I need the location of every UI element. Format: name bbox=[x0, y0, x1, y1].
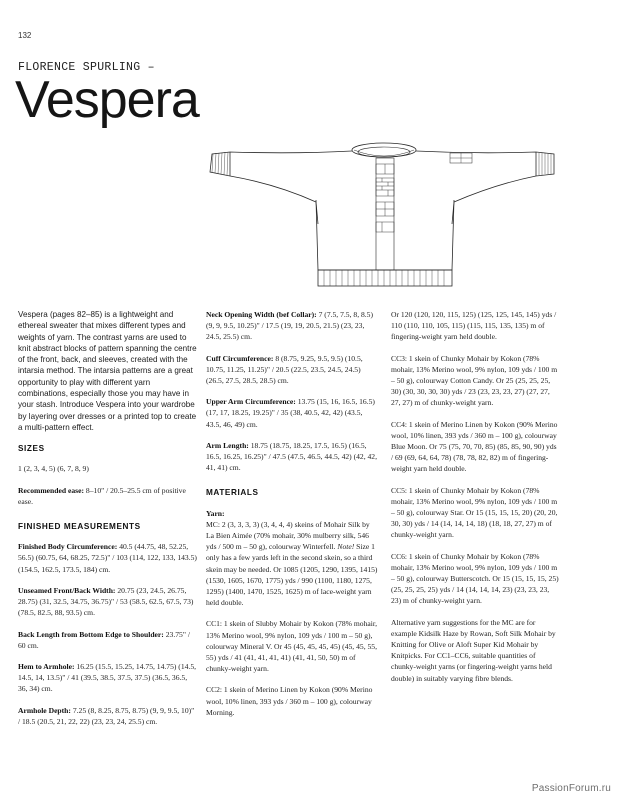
column-right bbox=[391, 309, 559, 694]
measurement-hem-to-armhole bbox=[18, 661, 198, 695]
finished-measurements-heading: FINISHED MEASUREMENTS bbox=[18, 522, 141, 532]
recommended-ease bbox=[18, 485, 198, 507]
yarn-mc-text: MC: 2 (3, 3, 3, 3) (3, 4, 4, 4) skeins of Mohair Silk by La Bien Aimée (70% mohair, 30% mulberry silk, 546 yds / 500 m – 50 g), colourway Winterfell. bbox=[206, 519, 370, 552]
sweater-schematic-illustration bbox=[206, 140, 558, 290]
yarn-cc2: CC2: 1 skein of Merino Linen by Kokon (90% Merino wool, 10% linen, 393 yds / 360 m – 100 g), colourway Morning. bbox=[206, 685, 373, 717]
measurement-value: 7.25 (8, 8.25, 8.75, 8.75) (9, 9, 9.5, 10)" / 18.5 (20.5, 21, 22, 22) (23, 23, 24, 25.5) cm. bbox=[18, 705, 195, 726]
designer-name: FLORENCE SPURLING – bbox=[18, 61, 155, 74]
measurement-value: 18.75 (18.75, 18.25, 17.5, 16.5) (16.5, 16.5, 16.25, 16.25)" / 47.5 (47.5, 46.5, 44.5, 42) (42, 42, 41, 41) cm. bbox=[206, 440, 377, 473]
measurement-value: 8 (8.75, 9.25, 9.5, 9.5) (10.5, 10.75, 11.25, 11.25)" / 20.5 (22.5, 23.5, 24.5, 24.5) (26.5, 27.5, 28.5, 28.5) cm. bbox=[206, 353, 363, 386]
measurement-value: 7 (7.5, 7.5, 8, 8.5) (9, 9, 9.5, 10.25)" / 17.5 (19, 19, 20.5, 21.5) (23, 23, 24.5, 25.5) cm. bbox=[206, 310, 374, 342]
measurement-neck-opening bbox=[206, 309, 378, 343]
measurement-upper-arm bbox=[206, 396, 378, 430]
measurement-label: Hem to Armhole: bbox=[18, 661, 75, 671]
sizes-list: 1 (2, 3, 4, 5) (6, 7, 8, 9) bbox=[18, 464, 89, 474]
ease-label: Recommended ease: bbox=[18, 485, 85, 495]
materials-heading: MATERIALS bbox=[206, 488, 259, 498]
note-label: Note! bbox=[337, 542, 355, 552]
column-middle bbox=[206, 309, 378, 728]
measurement-value: 16.25 (15.5, 15.25, 14.75, 14.75) (14.5, 14.5, 14, 13.5)" / 41 (39.5, 38.5, 37.5, 37.5) (36.5, 36.5, 36, 34) cm. bbox=[18, 661, 197, 694]
measurement-value: 23.75" / 60 cm. bbox=[18, 629, 190, 650]
yarn-mc bbox=[206, 519, 378, 609]
measurement-label: Arm Length: bbox=[206, 440, 249, 450]
sizes-heading: SIZES bbox=[18, 444, 45, 454]
measurement-back-length bbox=[18, 629, 198, 651]
measurement-label: Cuff Circumference: bbox=[206, 353, 274, 363]
yarn-cc5: CC5: 1 skein of Chunky Mohair by Kokon (78% mohair, 13% Merino wool, 9% nylon, 109 yds / 100 m – 50 g), colourway Star. Or 15 (15, 15, 15, 20) (20, 20, 30, 30) yds / 14 (14, 14, 14, 18) (18, 18, 27, 27) m of chunky-weight yarn. bbox=[391, 485, 558, 540]
measurement-cuff-circumference bbox=[206, 353, 378, 387]
watermark-text: PassionForum.ru bbox=[531, 783, 611, 794]
measurement-label: Armhole Depth: bbox=[18, 705, 71, 715]
measurement-label: Unseamed Front/Back Width: bbox=[18, 585, 116, 595]
yarn-cc2-continued: Or 120 (120, 120, 115, 125) (125, 125, 145, 145) yds / 110 (110, 110, 105, 115) (115, 115, 135, 135) m of fingering-weight yarn held double. bbox=[391, 310, 557, 342]
measurement-value: 13.75 (15, 16, 16.5, 16.5) (17, 17, 18.25, 19.25)" / 35 (38, 40.5, 42, 42) (43.5, 43.5, 46, 49) cm. bbox=[206, 397, 375, 429]
measurement-body-circumference bbox=[18, 541, 198, 575]
page-number: 132 bbox=[18, 31, 32, 40]
column-left bbox=[18, 309, 198, 737]
measurement-label: Back Length from Bottom Edge to Shoulder: bbox=[18, 629, 164, 639]
yarn-cc4: CC4: 1 skein of Merino Linen by Kokon (90% Merino wool, 10% linen, 393 yds / 360 m – 100 g), colourway Blue Moon. Or 75 (75, 70, 70, 85) (85, 85, 90, 90) yds / 69 (69, 64, 64, 78) (78, 78, 82, 82) m of fingering-weight yarn held double. bbox=[391, 419, 558, 474]
measurement-front-back-width bbox=[18, 585, 198, 619]
pattern-title: Vespera bbox=[15, 71, 199, 129]
note-text: Size 1 only has a few yards left in the second skein, so a third skein may be needed. Or 1085 (1205, 1290, 1395, 1415) (1530, 1605, 1670, 1775) yds / 990 (1100, 1180, 1275, 1295) (1400, 1470, 1525, 1625) m of lace-weight yarn held double. bbox=[206, 542, 378, 608]
alternative-yarns: Alternative yarn suggestions for the MC are for example Kidsilk Haze by Rowan, Soft Silk Mohair by Knitting for Olive or Aloft Super Kid Mohair by Knitpicks. For CC1–CC6, suitable quantities of chunky-weight yarns (or fingering-weight yarns held double) in suitably varying fibre blends. bbox=[391, 617, 556, 683]
measurement-label: Upper Arm Circumference: bbox=[206, 397, 296, 407]
measurement-label: Neck Opening Width (bef Collar): bbox=[206, 310, 317, 319]
yarn-cc1: CC1: 1 skein of Slubby Mohair by Kokon (78% mohair, 13% Merino wool, 9% nylon, 109 yds / 100 m – 50 g), colourway Mineral V. Or 45 (45, 45, 45, 45) (45, 45, 55, 55) yds / 41 (41, 41, 41, 41) (41, 41, 50, 50) m of chunky-weight yarn. bbox=[206, 619, 377, 674]
yarn-cc6: CC6: 1 skein of Chunky Mohair by Kokon (78% mohair, 13% Merino wool, 9% nylon, 109 yds / 100 m – 50 g), colourway Butterscotch. Or 15 (15, 15, 15, 25) (25, 25, 25, 25) yds / 14 (14, 14, 14, 23) (23, 23, 23, 23) m of chunky-weight yarn. bbox=[391, 551, 559, 606]
measurement-arm-length bbox=[206, 440, 378, 474]
intro-paragraph: Vespera (pages 82–85) is a lightweight and ethereal sweater that mixes different types and weights of yarn. The contrast yarns are used to knit abstract blocks of pattern spanning the centre of the front, back, and sleeves, created with the intarsia method. The intarsia patterns are a great opportunity to play with different yarn combinations, especially those you may have in your stash. Introduce Vespera into your wardrobe by layering over dresses or a printed top to create a multi-pattern effect. bbox=[18, 310, 197, 432]
measurement-value: 40.5 (44.75, 48, 52.25, 56.5) (60.75, 64, 68.25, 72.5)" / 103 (114, 122, 133, 143.5) (154.5, 162.5, 173.5, 184) cm. bbox=[18, 542, 197, 574]
ease-text: 8–10" / 20.5–25.5 cm of positive ease. bbox=[18, 485, 186, 506]
measurement-armhole-depth bbox=[18, 705, 198, 727]
yarn-cc3: CC3: 1 skein of Chunky Mohair by Kokon (78% mohair, 13% Merino wool, 9% nylon, 109 yds / 100 m – 50 g), colourway Cotton Candy. Or 25 (25, 25, 25, 30) (30, 30, 30, 30) yds / 23 (23, 23, 23, 27) (27, 27, 27, 27) m of chunky-weight yarn. bbox=[391, 353, 558, 408]
measurement-value: 20.75 (23, 24.5, 26.75, 28.75) (31, 32.5, 34.75, 36.75)" / 53 (58.5, 62.5, 67.5, 73) (78.5, 82.5, 88, 93.5) cm. bbox=[18, 585, 194, 618]
yarn-label: Yarn: bbox=[206, 508, 225, 518]
measurement-label: Finished Body Circumference: bbox=[18, 542, 118, 552]
